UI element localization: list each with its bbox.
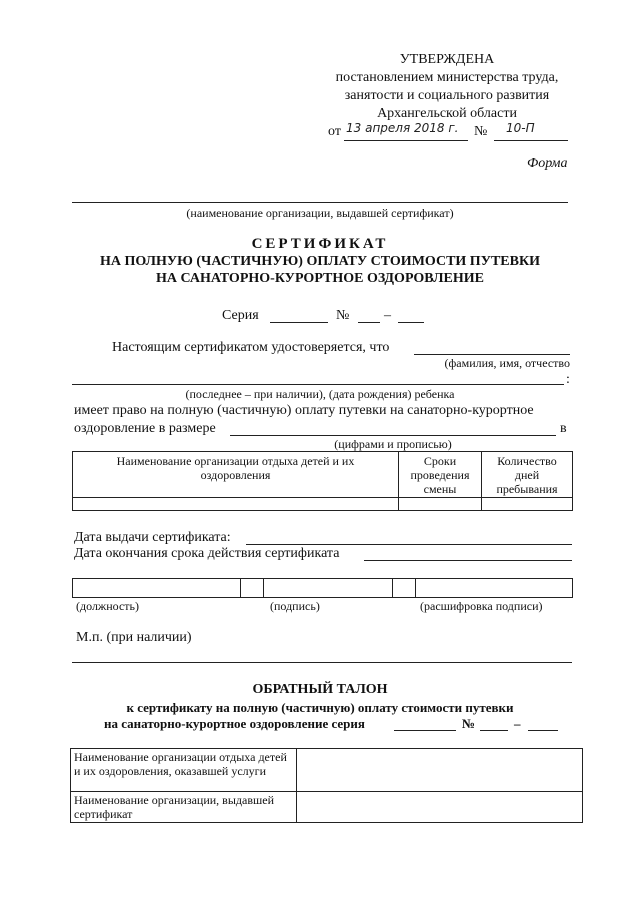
name-line1 — [414, 354, 570, 355]
coupon-table-row2-label: Наименование организации, выдавшей сертификат — [71, 792, 297, 823]
position-caption: (должность) — [76, 599, 139, 613]
stamp-label: М.п. (при наличии) — [76, 630, 192, 645]
coupon-number-line2 — [528, 730, 558, 731]
signature-gap — [241, 579, 264, 598]
certificate-subtitle-1: НА ПОЛНУЮ (ЧАСТИЧНУЮ) ОПЛАТУ СТОИМОСТИ ПУТЕВКИ — [99, 254, 541, 269]
approval-line3: Архангельской области — [377, 106, 517, 121]
right-line2: оздоровление в размере — [74, 421, 216, 436]
signature-cell-decode — [416, 579, 573, 598]
vacation-table-col2: Сроки проведения смены — [399, 452, 482, 498]
expiry-label: Дата окончания срока действия сертификата — [74, 546, 340, 561]
series-number-line2 — [398, 322, 424, 323]
coupon-dash: – — [514, 716, 521, 731]
right-line1: имеет право на полную (частичную) оплату путевки на санаторно-курортное — [74, 403, 534, 418]
issue-date-label: Дата выдачи сертификата: — [74, 530, 231, 545]
coupon-table-row1-value — [297, 749, 583, 792]
name-caption: (фамилия, имя, отчество — [444, 356, 570, 370]
name-line2 — [72, 384, 564, 385]
approval-number-line — [494, 140, 568, 141]
vacation-table-cell — [399, 498, 482, 511]
series-dash: – — [384, 308, 391, 323]
amount-caption: (цифрами и прописью) — [334, 437, 452, 451]
issue-date-line — [246, 544, 572, 545]
certificate-subtitle-2: НА САНАТОРНО-КУРОРТНОЕ ОЗДОРОВЛЕНИЕ — [155, 271, 484, 286]
org-caption: (наименование организации, выдавшей сертификат) — [186, 206, 454, 220]
signature-cell-signature — [264, 579, 393, 598]
series-number-label: № — [336, 308, 350, 323]
approval-line2: занятости и социального развития — [344, 88, 550, 103]
coupon-line1: к сертификату на полную (частичную) оплату стоимости путевки — [126, 700, 514, 715]
coupon-number-line1 — [480, 730, 508, 731]
approval-date-prefix: от — [328, 124, 341, 139]
series-number-line1 — [358, 322, 380, 323]
vacation-table-col1: Наименование организации отдыха детей и их оздоровления — [73, 452, 399, 498]
approval-date-line — [344, 140, 468, 141]
certify-text: Настоящим сертификатом удостоверяется, что — [112, 340, 390, 355]
right-suffix: в — [560, 421, 567, 436]
certificate-title: СЕРТИФИКАТ — [251, 236, 389, 252]
signature-cell-position — [73, 579, 241, 598]
approval-number-label: № — [474, 124, 488, 139]
name-caption-2: (последнее – при наличии), (дата рождения) ребенка — [185, 387, 455, 401]
coupon-title: ОБРАТНЫЙ ТАЛОН — [252, 682, 388, 697]
org-line — [72, 202, 568, 203]
coupon-line2: на санаторно-курортное оздоровление серия — [104, 716, 365, 731]
name-colon: : — [566, 372, 570, 387]
form-label: Форма — [527, 156, 568, 171]
approval-line1: постановлением министерства труда, — [335, 70, 559, 85]
series-line — [270, 322, 328, 323]
vacation-table-col3: Количество дней пребывания — [482, 452, 573, 498]
coupon-table-row2-value — [297, 792, 583, 823]
vacation-table-cell — [73, 498, 399, 511]
amount-line — [230, 435, 556, 436]
decode-caption: (расшифровка подписи) — [420, 599, 543, 613]
expiry-line — [364, 560, 572, 561]
vacation-table-cell — [482, 498, 573, 511]
signature-table — [72, 578, 573, 598]
vacation-table — [72, 451, 573, 511]
coupon-number-label: № — [462, 716, 476, 731]
approval-number-value: 10-П — [506, 121, 535, 135]
coupon-table — [70, 748, 583, 823]
coupon-table-row1-label: Наименование организации отдыха детей и их оздоровления, оказавшей услуги — [71, 749, 297, 792]
approval-title: УТВЕРЖДЕНА — [399, 52, 495, 67]
stamp-line — [72, 662, 572, 663]
signature-gap — [393, 579, 416, 598]
series-label: Серия — [222, 308, 259, 323]
signature-caption: (подпись) — [270, 599, 320, 613]
approval-date-value: 13 апреля 2018 г. — [346, 121, 459, 135]
coupon-series-line — [394, 730, 456, 731]
